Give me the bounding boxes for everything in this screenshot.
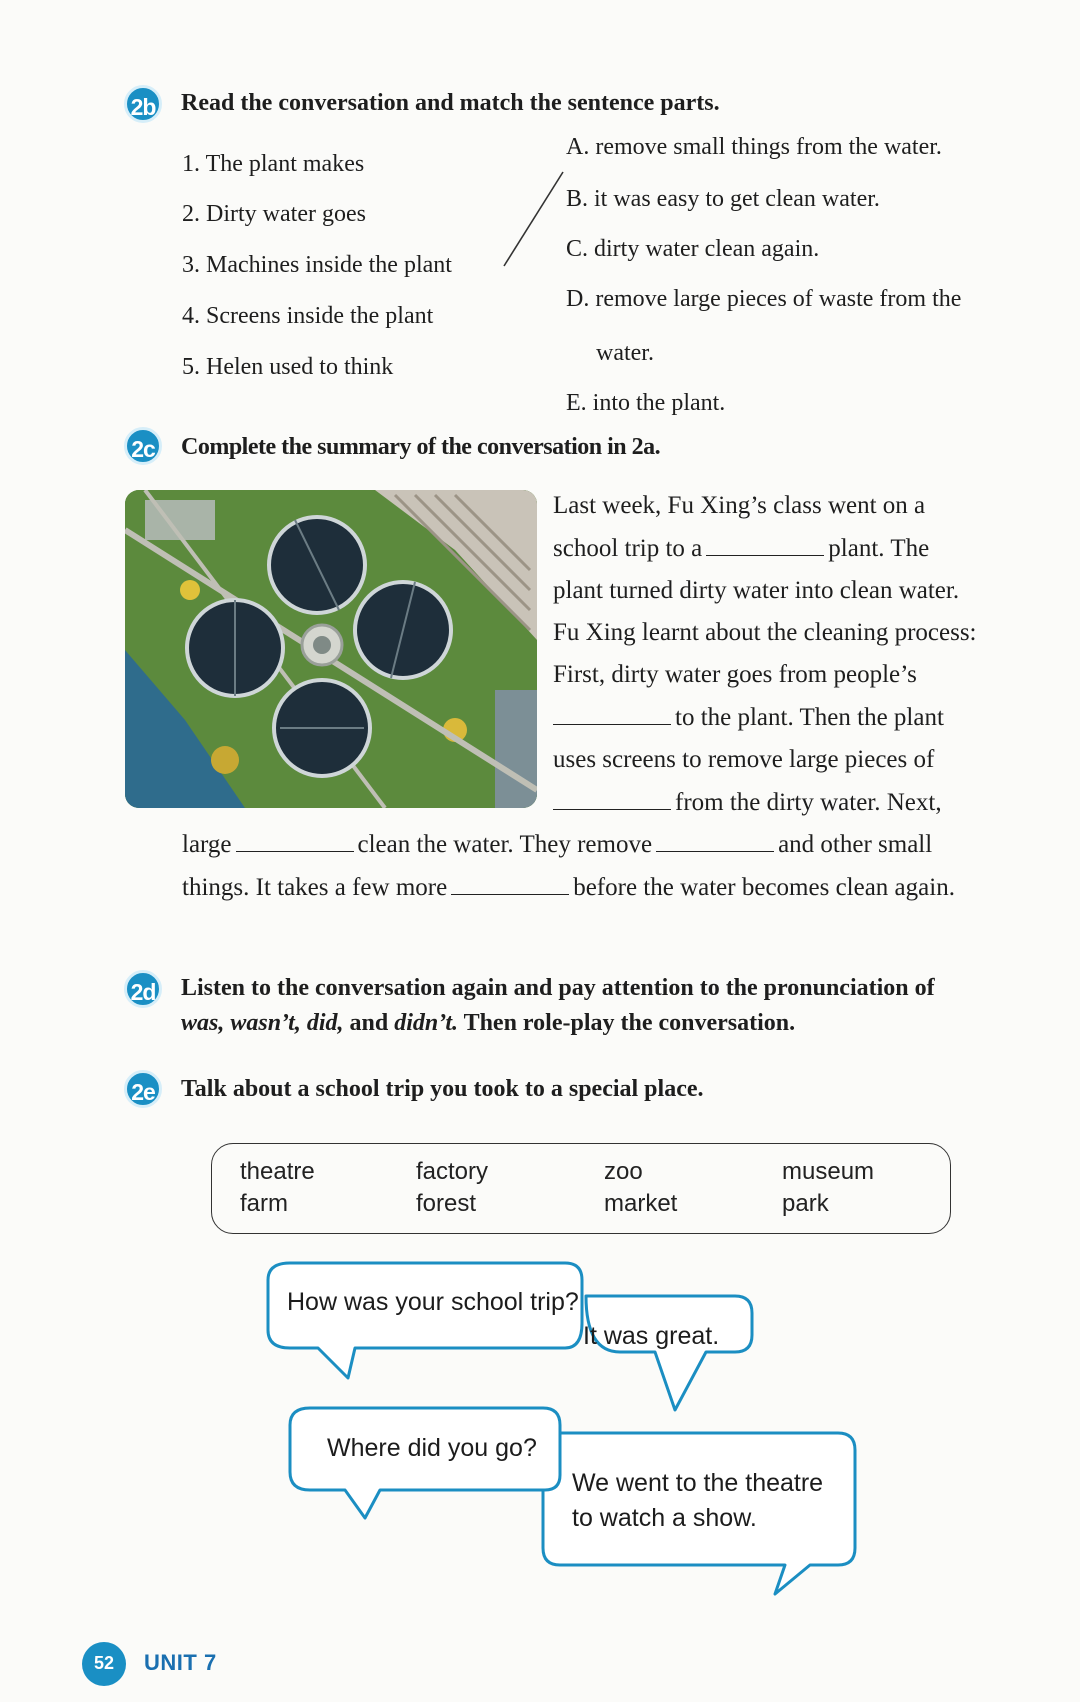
summary-text: and other small [778,831,933,858]
conjunction: and [349,1010,389,1036]
summary-line: First, dirty water goes from people’s [553,661,917,688]
speech-bubble-b1 [268,1263,582,1378]
word-option: theatre [240,1158,315,1185]
bubble-answer-2-line2: to watch a show. [572,1504,757,1532]
unit-label: UNIT 7 [144,1650,217,1675]
speech-bubble-b3 [290,1408,560,1518]
word-option: park [782,1190,829,1217]
match-right-item: A. remove small things from the water. [566,134,942,160]
section-badge-2c: 2c [124,427,162,465]
summary-text: before the water becomes clean again. [573,874,955,901]
word-option: factory [416,1158,489,1185]
summary-line: plant turned dirty water into clean water. [553,577,960,604]
page-number: 52 [93,1653,115,1673]
section-2d-heading: Listen to the conversation again and pay attention to the pronunciation of [181,975,935,1001]
summary-line: uses screens to remove large pieces of [553,746,935,773]
summary-text: to the plant. Then the plant [675,704,944,731]
summary-text: large [182,831,232,858]
summary-text: plant. The [828,535,930,562]
pronunciation-word: didn’t. [394,1010,458,1036]
word-option: zoo [604,1158,643,1185]
section-2b-heading: Read the conversation and match the sentence parts. [181,90,720,116]
summary-line: Fu Xing learnt about the cleaning process: [553,619,977,646]
word-option: museum [782,1158,875,1185]
match-right-item: C. dirty water clean again. [566,236,820,262]
bubble-answer-2-line1: We went to the theatre [572,1469,824,1497]
summary-line: Last week, Fu Xing’s class went on a [553,492,926,519]
section-badge-2b: 2b [124,85,162,123]
pronunciation-word: was, [181,1010,225,1036]
match-left-item: 1. The plant makes [182,151,365,177]
match-left-item: 5. Helen used to think [182,354,394,380]
bubble-answer-1: It was great. [583,1322,720,1350]
pronunciation-word: did, [306,1010,344,1036]
match-right-item: E. into the plant. [566,390,726,416]
bubble-question-1: How was your school trip? [287,1288,579,1316]
match-left-item: 2. Dirty water goes [182,201,366,227]
match-right-item: B. it was easy to get clean water. [566,186,880,212]
summary-text: things. It takes a few more [182,874,448,901]
section-2e-heading: Talk about a school trip you took to a special place. [181,1076,704,1102]
summary-text: school trip to a [553,535,703,562]
match-right-item: water. [596,340,654,366]
summary-text: clean the water. They remove [357,831,653,858]
section-badge-2e: 2e [124,1070,162,1108]
match-right-item: D. remove large pieces of waste from the [566,286,962,312]
bubble-question-2: Where did you go? [327,1434,537,1462]
match-left-item: 3. Machines inside the plant [182,252,452,278]
word-option: farm [240,1190,288,1217]
word-option: forest [416,1190,477,1217]
instruction-text: Then role-play the conversation. [463,1010,796,1036]
pronunciation-word: wasn’t, [230,1010,301,1036]
section-2c-heading: Complete the summary of the conversation in 2a. [181,434,661,460]
match-left-item: 4. Screens inside the plant [182,303,434,329]
summary-text: from the dirty water. Next, [675,789,942,816]
word-option: market [604,1190,678,1217]
speech-bubble-b2 [586,1296,752,1410]
section-badge-2d: 2d [124,970,162,1008]
